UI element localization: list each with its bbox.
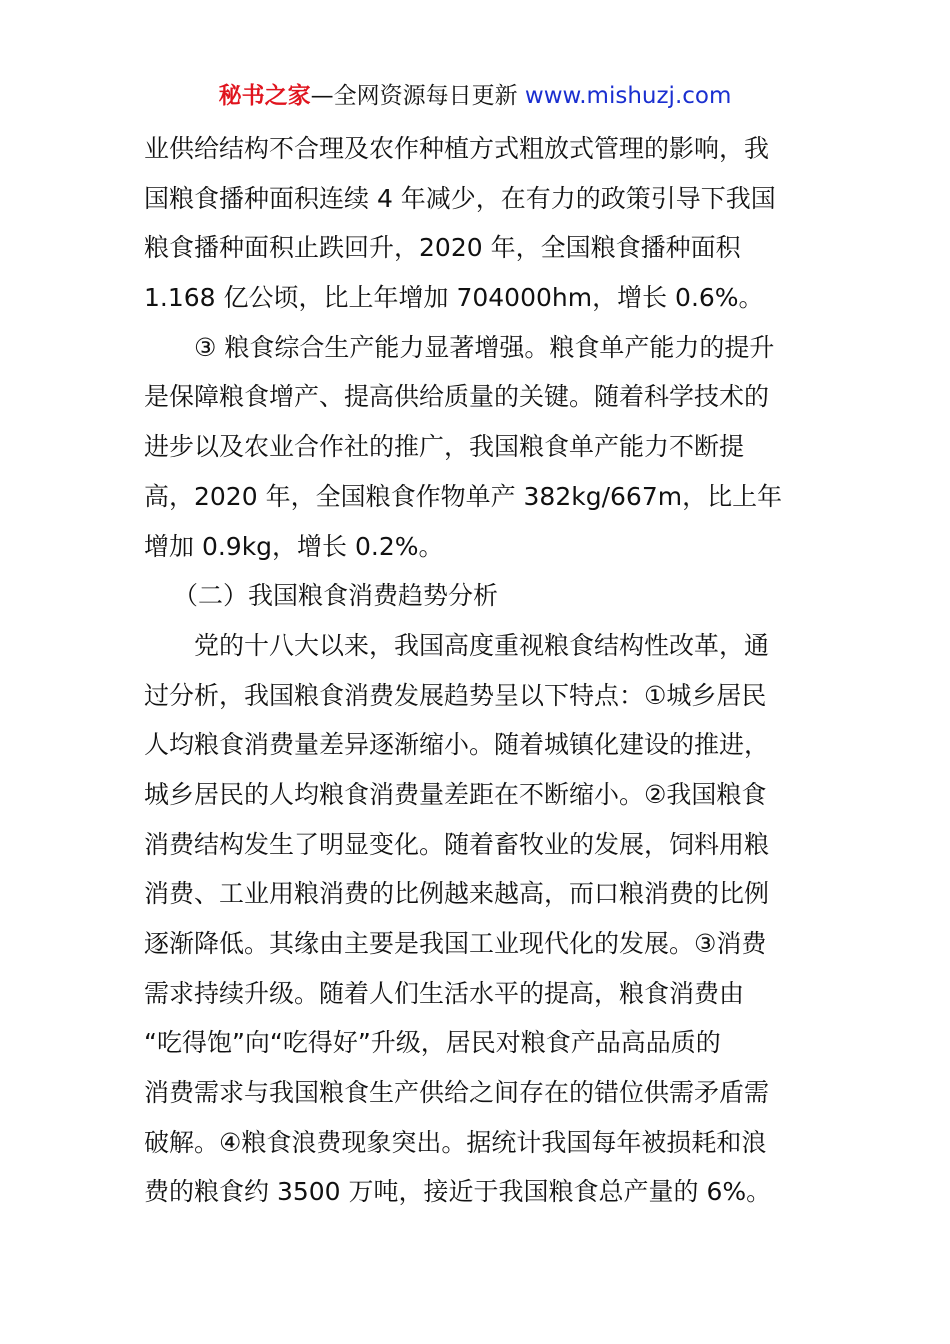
site-tagline: —全网资源每日更新 (310, 83, 525, 109)
text-line: 城乡居民的人均粮食消费量差距在不断缩小。②我国粮食 (144, 779, 767, 809)
text-line: 业供给结构不合理及农作种植方式粗放式管理的影响，我 (144, 134, 770, 163)
document-body (144, 124, 812, 1217)
text-line: 破解。④粮食浪费现象突出。据统计我国每年被损耗和浪 (144, 1127, 767, 1157)
section-heading: （二）我国粮食消费趋势分析 (173, 581, 499, 611)
text-line: 是保障粮食增产、提高供给质量的关键。随着科学技术的 (144, 382, 770, 412)
text-line: 增加 0.9kg，增长 0.2%。 (144, 531, 444, 561)
text-line: 需求持续升级。随着人们生活水平的提高，粮食消费由 (144, 978, 745, 1008)
text-line: 进步以及农业合作社的推广，我国粮食单产能力不断提 (144, 432, 745, 462)
text-line: 消费、工业用粮消费的比例越来越高，而口粮消费的比例 (144, 879, 770, 909)
text-line: 消费需求与我国粮食生产供给之间存在的错位供需矛盾需 (144, 1078, 770, 1108)
text-line: “吃得饱”向“吃得好”升级，居民对粮食产品高品质的 (144, 1028, 721, 1058)
site-header (0, 78, 950, 114)
text-line: 国粮食播种面积连续 4 年减少，在有力的政策引导下我国 (144, 183, 776, 213)
paragraph-start-line: 党的十八大以来，我国高度重视粮食结构性改革，通 (194, 630, 770, 660)
text-line: 1.168 亿公顷，比上年增加 704000hm，增长 0.6%。 (144, 283, 764, 313)
text-line: 人均粮食消费量差异逐渐缩小。随着城镇化建设的推进， (144, 730, 770, 760)
text-line: 消费结构发生了明显变化。随着畜牧业的发展，饲料用粮 (144, 829, 770, 859)
site-url[interactable]: www.mishuzj.com (524, 83, 732, 109)
text-line: 粮食播种面积止跌回升，2020 年，全国粮食播种面积 (144, 233, 741, 263)
site-brand: 秘书之家 (218, 83, 311, 109)
text-line: 费的粮食约 3500 万吨，接近于我国粮食总产量的 6%。 (144, 1177, 772, 1207)
text-line: 过分析，我国粮食消费发展趋势呈以下特点：①城乡居民 (144, 680, 767, 710)
text-line: 逐渐降低。其缘由主要是我国工业现代化的发展。③消费 (144, 929, 767, 958)
text-line: 高，2020 年，全国粮食作物单产 382kg/667m，比上年 (144, 481, 783, 511)
paragraph-start-line: ③ 粮食综合生产能力显著增强。粮食单产能力的提升 (194, 332, 775, 362)
